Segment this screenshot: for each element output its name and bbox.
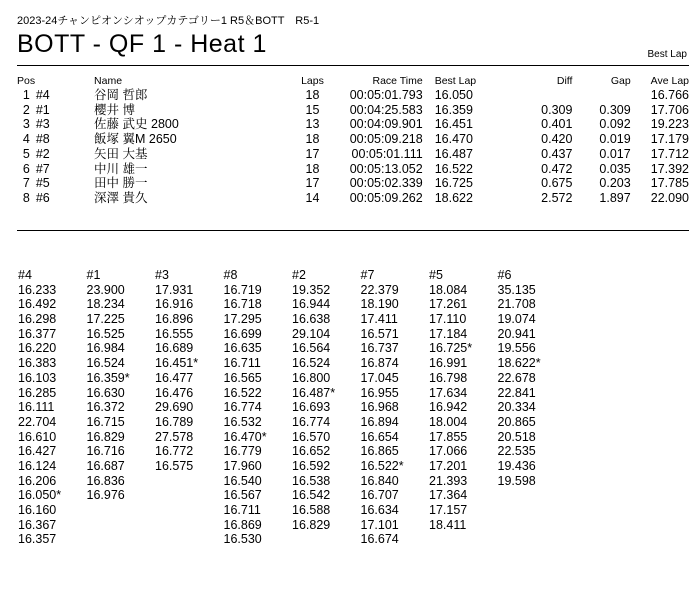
lap-time: 17.066 — [429, 444, 468, 459]
lap-time: 16.592 — [292, 458, 331, 473]
row-pos: 4 — [22, 132, 30, 147]
row-race-time: 00:05:13.052 — [349, 161, 423, 176]
lap-time: 16.836 — [86, 473, 125, 488]
lap-time: 17.184 — [429, 326, 468, 341]
lap-time: 16.575 — [155, 458, 194, 473]
lap-time: 16.630 — [86, 385, 125, 400]
lap-column — [87, 268, 156, 547]
lap-time: 16.532 — [223, 414, 262, 429]
lap-time: 22.678 — [497, 370, 536, 385]
results-header-row — [17, 74, 689, 88]
lap-column-car: #3 — [155, 268, 169, 282]
lap-time: 18.622* — [497, 356, 541, 371]
table-row — [17, 117, 689, 132]
row-diff: 0.401 — [541, 117, 573, 132]
lap-time: 16.470* — [223, 429, 267, 444]
lap-time: 20.941 — [497, 326, 536, 341]
lap-column — [429, 268, 498, 547]
lap-time: 16.588 — [292, 503, 331, 517]
lap-time: 16.829 — [292, 517, 331, 532]
row-race-time: 00:04:25.583 — [349, 102, 423, 117]
lap-time: 22.535 — [497, 444, 536, 459]
lap-time: 16.206 — [18, 473, 57, 488]
lap-time: 16.634 — [360, 503, 399, 517]
row-gap: 0.019 — [599, 132, 631, 147]
row-diff: 0.472 — [541, 161, 573, 176]
lap-time: 17.364 — [429, 488, 468, 503]
row-best-lap: 18.622 — [434, 190, 473, 205]
lap-time: 20.334 — [497, 400, 536, 415]
row-diff: 0.420 — [541, 132, 573, 147]
row-laps: 18 — [305, 161, 320, 176]
row-laps: 17 — [305, 176, 320, 191]
lap-time: 16.525 — [86, 326, 125, 341]
row-best-lap: 16.050 — [434, 88, 473, 102]
lap-time: 16.610 — [18, 429, 57, 444]
row-car-number: #5 — [35, 176, 50, 191]
row-car-number: #6 — [35, 190, 50, 205]
lap-time: 16.050* — [18, 488, 62, 503]
lap-time: 16.894 — [360, 414, 399, 429]
lap-time: 17.634 — [429, 385, 468, 400]
lap-time: 35.135 — [497, 282, 536, 297]
lap-time: 16.285 — [18, 385, 57, 400]
col-pos: Pos — [17, 75, 36, 87]
row-diff: 2.572 — [541, 190, 573, 205]
row-driver-name: 飯塚 翼M 2650 — [94, 132, 177, 147]
lap-column — [155, 268, 224, 547]
lap-time: 23.900 — [86, 282, 125, 297]
lap-time: 21.708 — [497, 297, 536, 312]
row-race-time: 00:04:09.901 — [349, 117, 423, 132]
lap-time: 22.841 — [497, 385, 536, 400]
row-diff — [518, 88, 572, 103]
lap-time: 16.944 — [292, 297, 331, 312]
row-pos: 1 — [22, 88, 30, 102]
col-gap: Gap — [610, 75, 631, 87]
lap-column-car: #4 — [18, 268, 32, 282]
row-diff: 0.437 — [541, 146, 573, 161]
lap-time: 16.689 — [155, 341, 194, 356]
lap-time: 16.693 — [292, 400, 331, 415]
lap-time: 19.556 — [497, 341, 536, 356]
row-gap: 0.309 — [599, 102, 631, 117]
col-race-time: Race Time — [372, 75, 423, 87]
row-ave-lap: 17.179 — [650, 132, 689, 147]
row-car-number: #4 — [35, 88, 50, 102]
row-race-time: 00:05:09.218 — [349, 132, 423, 147]
lap-time: 17.201 — [429, 458, 468, 473]
lap-time: 17.045 — [360, 370, 399, 385]
lap-time: 22.379 — [360, 282, 399, 297]
lap-time: 16.774 — [223, 400, 262, 415]
lap-time: 16.111 — [18, 400, 55, 415]
lap-time: 17.157 — [429, 503, 468, 517]
lap-column-car: #1 — [86, 268, 101, 282]
lap-time: 16.715 — [86, 414, 125, 429]
lap-time: 16.865 — [360, 444, 399, 459]
row-driver-name: 矢田 大基 — [94, 146, 148, 161]
row-best-lap: 16.359 — [434, 102, 473, 117]
row-pos: 6 — [22, 161, 30, 176]
lap-time: 18.084 — [429, 282, 468, 297]
row-gap: 0.035 — [599, 161, 631, 176]
lap-time: 18.234 — [86, 297, 125, 312]
row-ave-lap: 17.785 — [650, 176, 689, 191]
row-laps: 18 — [305, 132, 320, 147]
lap-time: 16.427 — [18, 444, 57, 459]
row-ave-lap: 19.223 — [650, 117, 689, 132]
lap-time: 17.295 — [223, 312, 262, 327]
lap-time: 17.855 — [429, 429, 468, 444]
col-best-lap: Best Lap — [434, 75, 477, 87]
lap-time: 16.737 — [360, 341, 399, 356]
lap-time: 16.524 — [292, 356, 331, 371]
row-race-time: 00:05:02.339 — [349, 176, 423, 191]
lap-time: 16.359* — [86, 370, 130, 385]
lap-time: 16.829 — [86, 429, 125, 444]
lap-time: 16.492 — [18, 297, 57, 312]
lap-time: 16.699 — [223, 326, 262, 341]
lap-time: 18.411 — [429, 517, 467, 532]
lap-time: 18.190 — [360, 297, 399, 312]
lap-time: 16.571 — [360, 326, 399, 341]
lap-time: 16.542 — [292, 488, 331, 503]
col-diff: Diff — [556, 75, 573, 87]
row-gap — [572, 88, 630, 103]
lap-column — [18, 268, 87, 547]
lap-time: 16.652 — [292, 444, 331, 459]
lap-time: 16.377 — [18, 326, 57, 341]
table-row — [17, 147, 689, 162]
col-laps: Laps — [301, 75, 324, 87]
results-rule — [17, 230, 689, 231]
lap-column-car: #7 — [360, 268, 375, 282]
lap-time: 16.524 — [86, 356, 125, 371]
lap-time: 27.578 — [155, 429, 194, 444]
row-car-number: #7 — [35, 161, 50, 176]
lap-time: 16.711 — [223, 356, 261, 371]
row-ave-lap: 22.090 — [650, 190, 689, 205]
lap-time: 20.865 — [497, 414, 536, 429]
lap-time: 16.779 — [223, 444, 262, 459]
lap-time: 16.674 — [360, 532, 399, 547]
lap-time: 16.991 — [429, 356, 468, 371]
lap-time: 16.555 — [155, 326, 194, 341]
row-laps: 18 — [305, 88, 320, 102]
row-gap: 0.017 — [599, 146, 631, 161]
lap-time: 16.789 — [155, 414, 194, 429]
lap-time: 16.725* — [429, 341, 473, 356]
lap-column-car: #6 — [497, 268, 512, 282]
lap-time: 19.074 — [497, 312, 536, 327]
table-row — [17, 162, 689, 177]
results-table — [17, 74, 689, 206]
table-row — [17, 88, 689, 103]
row-best-lap: 16.487 — [434, 146, 473, 161]
row-diff: 0.675 — [541, 176, 573, 191]
lap-time: 16.451* — [155, 356, 199, 371]
lap-time: 29.690 — [155, 400, 194, 415]
table-row — [17, 176, 689, 191]
lap-time: 16.916 — [155, 297, 194, 312]
lap-time: 21.393 — [429, 473, 468, 488]
row-driver-name: 佐藤 武史 2800 — [94, 117, 179, 132]
lap-time: 16.522 — [223, 385, 262, 400]
row-gap: 0.203 — [599, 176, 631, 191]
row-car-number: #8 — [35, 132, 50, 147]
row-driver-name: 深澤 貴久 — [94, 190, 148, 205]
lap-time: 16.487* — [292, 385, 336, 400]
lap-time: 16.367 — [18, 517, 57, 532]
row-best-lap: 16.470 — [434, 132, 473, 147]
row-race-time: 00:05:09.262 — [349, 190, 423, 205]
row-ave-lap: 17.706 — [650, 102, 689, 117]
lap-time: 16.233 — [18, 282, 57, 297]
row-pos: 8 — [22, 190, 30, 205]
lap-column-car: #8 — [223, 268, 238, 282]
lap-time: 16.984 — [86, 341, 125, 356]
lap-column-car: #5 — [429, 268, 443, 282]
lap-time: 16.124 — [18, 458, 57, 473]
table-row — [17, 103, 689, 118]
lap-time: 16.567 — [223, 488, 262, 503]
lap-time: 20.518 — [497, 429, 536, 444]
lap-time: 16.800 — [292, 370, 331, 385]
row-pos: 3 — [22, 117, 30, 132]
lap-time: 16.874 — [360, 356, 399, 371]
row-race-time: 00:05:01.111 — [351, 146, 423, 161]
lap-time: 16.476 — [155, 385, 194, 400]
lap-time: 16.774 — [292, 414, 331, 429]
lap-time: 19.352 — [292, 282, 331, 297]
row-car-number: #1 — [35, 102, 50, 117]
lap-column — [292, 268, 361, 547]
lap-time: 16.654 — [360, 429, 399, 444]
row-best-lap: 16.725 — [434, 176, 473, 191]
lap-time: 16.564 — [292, 341, 331, 356]
lap-time: 16.955 — [360, 385, 399, 400]
lap-time: 16.383 — [18, 356, 57, 371]
row-laps: 14 — [305, 190, 320, 205]
lap-time: 16.220 — [18, 341, 57, 356]
row-ave-lap: 16.766 — [650, 88, 689, 102]
lap-column — [361, 268, 430, 547]
lap-time: 29.104 — [292, 326, 331, 341]
lap-column — [498, 268, 567, 547]
lap-time: 16.522* — [360, 458, 404, 473]
lap-time: 16.716 — [86, 444, 125, 459]
row-car-number: #2 — [35, 146, 50, 161]
row-ave-lap: 17.712 — [650, 146, 689, 161]
row-driver-name: 谷岡 哲郎 — [94, 88, 148, 102]
row-car-number: #3 — [35, 117, 50, 132]
lap-times-grid — [18, 268, 566, 547]
row-driver-name: 中川 雄一 — [94, 161, 148, 176]
row-laps: 13 — [305, 117, 320, 132]
lap-time: 16.160 — [18, 503, 57, 517]
row-ave-lap: 17.392 — [650, 161, 689, 176]
lap-time: 16.372 — [86, 400, 125, 415]
lap-time: 17.101 — [360, 517, 399, 532]
lap-time: 19.436 — [497, 458, 536, 473]
lap-time: 16.638 — [292, 312, 331, 327]
lap-time: 22.704 — [18, 414, 57, 429]
lap-time: 16.298 — [18, 312, 57, 327]
row-gap: 1.897 — [599, 190, 631, 205]
page-title: BOTT - QF 1 - Heat 1 — [17, 30, 267, 58]
lap-time: 17.225 — [86, 312, 125, 327]
lap-time: 16.840 — [360, 473, 399, 488]
lap-time: 17.261 — [429, 297, 468, 312]
row-race-time: 00:05:01.793 — [349, 88, 423, 102]
lap-column-car: #2 — [292, 268, 306, 282]
lap-time: 16.538 — [292, 473, 331, 488]
row-driver-name: 田中 勝一 — [94, 176, 148, 191]
row-laps: 17 — [305, 146, 320, 161]
lap-time: 16.540 — [223, 473, 262, 488]
event-subtitle: 2023-24チャンピオンシオップカテゴリー1 R5＆BOTT R5-1 — [17, 15, 320, 27]
lap-time: 16.869 — [223, 517, 262, 532]
lap-time: 16.772 — [155, 444, 194, 459]
lap-time: 17.931 — [155, 282, 194, 297]
lap-time: 16.565 — [223, 370, 262, 385]
lap-time: 16.707 — [360, 488, 399, 503]
lap-time: 19.598 — [497, 473, 536, 488]
row-diff: 0.309 — [541, 102, 573, 117]
lap-time: 16.687 — [86, 458, 125, 473]
lap-time: 16.635 — [223, 341, 262, 356]
header-rule — [17, 65, 689, 66]
lap-time: 16.896 — [155, 312, 194, 327]
row-best-lap: 16.522 — [434, 161, 473, 176]
lap-time: 16.718 — [223, 297, 262, 312]
lap-time: 17.110 — [429, 312, 467, 327]
lap-time: 16.570 — [292, 429, 331, 444]
best-lap-corner-label: Best Lap — [647, 49, 687, 60]
row-pos: 7 — [22, 176, 30, 191]
col-ave-lap: Ave Lap — [650, 75, 689, 87]
lap-time: 16.798 — [429, 370, 468, 385]
lap-time: 17.411 — [360, 312, 398, 327]
lap-time: 16.477 — [155, 370, 194, 385]
lap-time: 18.004 — [429, 414, 468, 429]
row-gap: 0.092 — [599, 117, 631, 132]
row-driver-name: 櫻井 博 — [94, 102, 136, 117]
row-pos: 5 — [22, 146, 30, 161]
lap-time: 16.976 — [86, 488, 125, 503]
lap-time: 16.719 — [223, 282, 262, 297]
row-best-lap: 16.451 — [434, 117, 473, 132]
table-row — [17, 191, 689, 206]
lap-column — [224, 268, 293, 547]
lap-time: 16.968 — [360, 400, 399, 415]
table-row — [17, 132, 689, 147]
lap-time: 17.960 — [223, 458, 262, 473]
row-laps: 15 — [305, 102, 320, 117]
col-car — [36, 74, 94, 88]
lap-time: 16.530 — [223, 532, 262, 547]
lap-time: 16.357 — [18, 532, 57, 547]
lap-time: 16.942 — [429, 400, 468, 415]
lap-time: 16.711 — [223, 503, 261, 517]
col-name: Name — [94, 75, 123, 87]
lap-time: 16.103 — [18, 370, 57, 385]
row-pos: 2 — [22, 102, 30, 117]
